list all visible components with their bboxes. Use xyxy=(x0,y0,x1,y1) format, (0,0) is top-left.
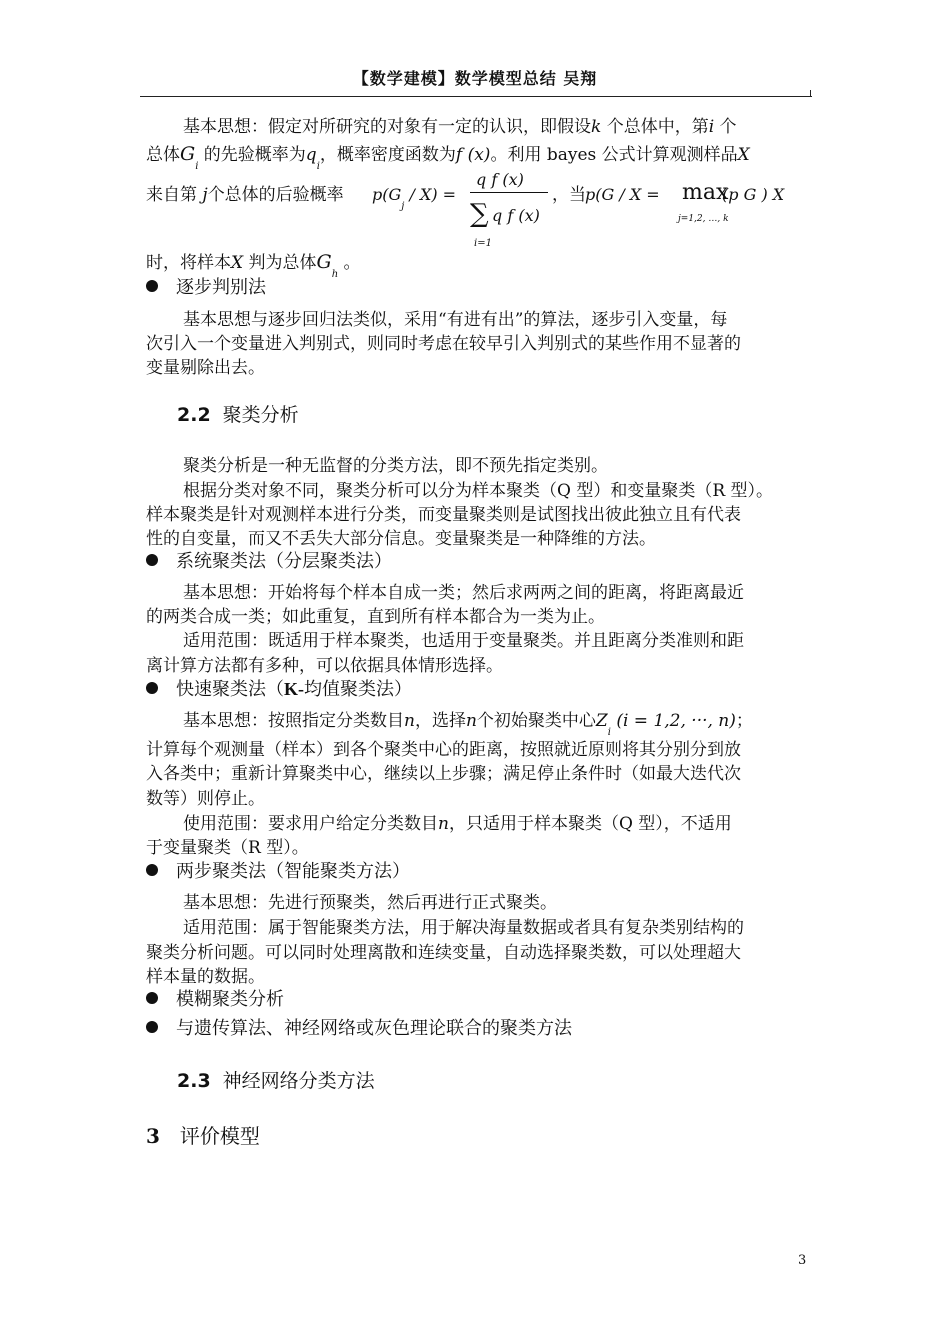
stepwise-p2: 次引入一个变量进入判别式，则同时考虑在较早引入判别式的某些作用不显著的 xyxy=(146,334,741,354)
page-number: 3 xyxy=(798,1253,807,1268)
kmeans-p2: 计算每个观测量（样本）到各个聚类中心的距离，按照就近原则将其分别分到放 xyxy=(146,740,741,760)
max-subscript: j=1,2, …, k xyxy=(678,214,729,224)
section-2-3-heading: 2.3 神经网络分类方法 xyxy=(177,1070,375,1092)
bullet-dot xyxy=(146,554,158,566)
bayes-line-1: 基本思想：假定对所研究的对象有一定的认识，即假设k 个总体中，第i 个 xyxy=(183,117,737,137)
bayes-line-3: 来自第 j个总体的后验概率 xyxy=(146,185,344,205)
hier-p1: 基本思想：开始将每个样本自成一类；然后求两两之间的距离，将距离最近 xyxy=(183,583,744,603)
bullet-dot xyxy=(146,280,158,292)
section-2-2-heading: 2.2 聚类分析 xyxy=(177,404,299,426)
bullet-dot xyxy=(146,992,158,1004)
sum-index: i=1 xyxy=(474,238,492,249)
posterior-lhs: $p(G_j / X)$ = xyxy=(372,185,457,212)
page-header: 【数学建模】数学模型总结 吴翔 xyxy=(352,69,598,88)
section-3-heading: 3 评价模型 xyxy=(146,1124,260,1148)
cluster-p1: 聚类分析是一种无监督的分类方法，即不预先指定类别。 xyxy=(183,456,608,476)
condition-when: ，当 xyxy=(552,185,586,205)
fraction-bar xyxy=(470,192,548,193)
posterior-numerator: q f (x) xyxy=(476,170,524,189)
kmeans-p5: 使用范围：要求用户给定分类数目n，只适用于样本聚类（Q 型），不适用 xyxy=(183,814,732,834)
kmeans-p3: 入各类中；重新计算聚类中心，继续以上步骤；满足停止条件时（如最大迭代次 xyxy=(146,764,741,784)
bullet-stepwise: 逐步判别法 xyxy=(146,277,266,299)
max-operator: max xyxy=(682,180,729,205)
condition-lhs: p(G / X = xyxy=(585,185,660,204)
kmeans-p4: 数等）则停止。 xyxy=(146,789,265,809)
kmeans-p1: 基本思想：按照指定分类数目n，选择n个初始聚类中心$Z_i$ (i = 1,2, ···, n)； xyxy=(183,711,753,738)
condition-rhs: (p G ) X xyxy=(722,185,785,204)
bayes-line-4: 时，将样本X 判为总体$G_h$ 。 xyxy=(146,251,361,280)
bullet-dot xyxy=(146,1021,158,1033)
bullet-fuzzy: 模糊聚类分析 xyxy=(146,989,284,1011)
twostep-p2: 适用范围：属于智能聚类方法，用于解决海量数据或者具有复杂类别结构的 xyxy=(183,918,744,938)
header-rule xyxy=(140,96,812,97)
stepwise-p1: 基本思想与逐步回归法类似，采用“有进有出”的算法，逐步引入变量，每 xyxy=(183,310,728,330)
cluster-p3: 样本聚类是针对观测样本进行分类，而变量聚类则是试图找出彼此独立且有代表 xyxy=(146,505,741,525)
cluster-p2: 根据分类对象不同，聚类分析可以分为样本聚类（Q 型）和变量聚类（R 型）。 xyxy=(183,481,774,501)
bullet-hierarchical: 系统聚类法（分层聚类法） xyxy=(146,551,392,573)
hier-p2: 的两类合成一类；如此重复，直到所有样本都合为一类为止。 xyxy=(146,607,605,627)
stepwise-p3: 变量剔除出去。 xyxy=(146,358,265,378)
bullet-kmeans: 快速聚类法（K-均值聚类法） xyxy=(146,678,412,701)
hier-p3: 适用范围：既适用于样本聚类，也适用于变量聚类。并且距离分类准则和距 xyxy=(183,631,744,651)
bullet-dot xyxy=(146,864,158,876)
bullet-twostep: 两步聚类法（智能聚类方法） xyxy=(146,861,410,883)
bayes-line-2: 总体$G_i$ 的先验概率为$q_i$，概率密度函数为f (x)。利用 bayes 公式计算观测样品X xyxy=(146,143,750,172)
hier-p4: 离计算方法都有多种，可以依据具体情形选择。 xyxy=(146,656,503,676)
bullet-combined: 与遗传算法、神经网络或灰色理论联合的聚类方法 xyxy=(146,1018,572,1040)
twostep-p3: 聚类分析问题。可以同时处理离散和连续变量，自动选择聚类数，可以处理超大 xyxy=(146,943,741,963)
bullet-dot xyxy=(146,682,158,694)
header-rule-tick xyxy=(810,90,811,97)
twostep-p4: 样本量的数据。 xyxy=(146,967,265,987)
kmeans-p6: 于变量聚类（R 型）。 xyxy=(146,838,309,858)
twostep-p1: 基本思想：先进行预聚类，然后再进行正式聚类。 xyxy=(183,893,557,913)
posterior-denominator: q f (x) xyxy=(492,206,540,225)
cluster-p4: 性的自变量，而又不丢失大部分信息。变量聚类是一种降维的方法。 xyxy=(146,529,656,549)
sum-symbol: ∑ xyxy=(470,199,489,229)
